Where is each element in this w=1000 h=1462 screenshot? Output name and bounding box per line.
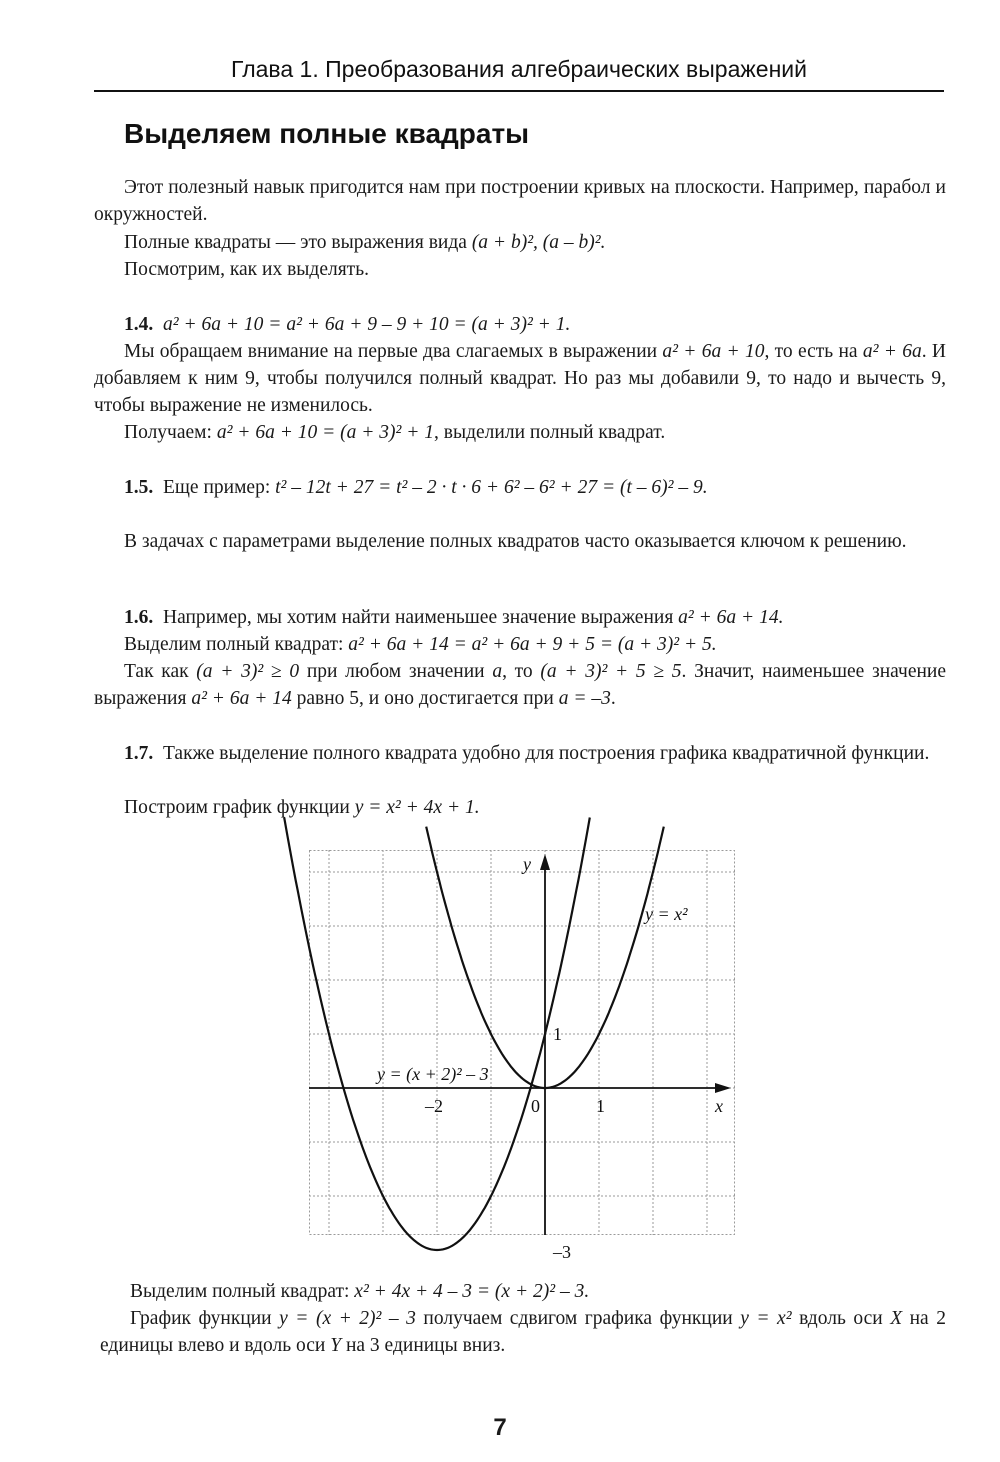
step-text: Выделим полный квадрат:	[124, 634, 349, 655]
text-fragment: Выделим полный квадрат:	[130, 1281, 355, 1302]
math-fragment: y = x²	[740, 1308, 792, 1329]
example-1-6-conclusion	[94, 658, 946, 712]
math-fragment: (a + 3)² + 5 ≥ 5	[540, 661, 682, 682]
build-expression: y = x² + 4x + 1.	[354, 797, 480, 818]
math-fragment: x² + 4x + 4 – 3 = (x + 2)² – 3.	[354, 1281, 590, 1302]
text-fragment: при любом значении	[299, 661, 493, 682]
expression: a² + 6a + 14 = a² + 6a + 9 + 5 = (a + 3)² + 5.	[348, 634, 717, 655]
curve-label-y-equals-x-squared: y = x²	[645, 904, 688, 924]
section-title: Выделяем полные квадраты	[124, 118, 530, 149]
x-tick-label-1: 1	[596, 1096, 605, 1116]
text-fragment: .	[610, 688, 616, 709]
example-1-6-complete-square	[94, 631, 946, 658]
example-number: 1.7.	[124, 743, 154, 764]
parameters-note: В задачах с параметрами выделение полных квадратов часто оказывается ключом к решению.	[124, 531, 907, 552]
text-fragment: График функции	[130, 1308, 280, 1329]
conclusion-line-2	[100, 1305, 946, 1359]
example-label: Еще пример:	[163, 477, 276, 498]
expression: a² + 6a	[862, 341, 922, 362]
math-fragment: y = (x + 2)² – 3	[279, 1308, 416, 1329]
expression: a² + 6a + 10	[662, 341, 765, 362]
result-tail: , выделили полный квадрат.	[434, 422, 666, 443]
statement-text: Также выделение полного квадрата удобно для построения графика квадратичной функции.	[163, 743, 930, 764]
math-fragment: a = –3	[558, 688, 611, 709]
example-1-4-formula	[94, 311, 946, 338]
x-tick-label-minus-2: –2	[425, 1096, 443, 1116]
example-number: 1.4.	[124, 314, 154, 335]
math-fragment: (a + 3)² ≥ 0	[196, 661, 300, 682]
example-1-7-build	[94, 794, 946, 821]
chart-labels	[375, 854, 723, 1262]
explanation-text: Мы обращаем внимание на первые два слагаемых в выражении	[124, 341, 663, 362]
chapter-header: Глава 1. Преобразования алгебраических выражений	[94, 52, 944, 92]
text-fragment: на 2 единицы влево и вдоль оси	[100, 1308, 946, 1356]
conclusion-line-1	[100, 1278, 946, 1305]
statement-text: Например, мы хотим найти наименьшее значение выражения	[163, 607, 679, 628]
text-fragment: , то	[502, 661, 541, 682]
origin-label: 0	[531, 1096, 540, 1116]
text-fragment: на 3 единицы вниз.	[341, 1335, 506, 1356]
math-fragment: Y	[330, 1335, 342, 1356]
explanation-text: . И добавляем к ним 9, чтобы получился полный квадрат. Но раз мы добавили 9, то надо и вычесть 9, чтобы выражение не изменилось.	[94, 341, 946, 416]
math-fragment: X	[890, 1308, 903, 1329]
page-number: 7	[493, 1414, 507, 1441]
intro-definition	[94, 229, 946, 256]
curve-label-shifted-parabola: y = (x + 2)² – 3	[377, 1064, 489, 1084]
result-formula: a² + 6a + 10 = (a + 3)² + 1	[216, 422, 435, 443]
parabola-graph	[309, 850, 735, 1262]
build-text: Построим график функции	[124, 797, 355, 818]
example-number: 1.5.	[124, 477, 154, 498]
formula: a² + 6a + 10 = a² + 6a + 9 – 9 + 10 = (a + 3)² + 1.	[163, 314, 571, 335]
text-fragment: равно 5, и оно достигается при	[291, 688, 559, 709]
math-fragment: a² + 6a + 14	[191, 688, 292, 709]
x-axis-label: x	[715, 1096, 723, 1116]
explanation-text: , то есть на	[764, 341, 863, 362]
definition-text: Полные квадраты — это выражения вида	[124, 232, 472, 253]
example-number: 1.6.	[124, 607, 154, 628]
y-axis-arrow	[540, 854, 550, 870]
text-fragment: Так как	[124, 661, 197, 682]
definition-formula: (a + b)², (a – b)².	[471, 232, 606, 253]
result-label: Получаем:	[124, 422, 217, 443]
intro-lead: Посмотрим, как их выделять.	[124, 259, 369, 280]
y-tick-label-minus-3: –3	[553, 1242, 571, 1262]
example-1-4-explanation	[94, 338, 946, 419]
example-1-6-statement	[94, 604, 946, 631]
text-fragment: вдоль оси	[791, 1308, 891, 1329]
x-axis-arrow	[715, 1083, 731, 1093]
y-axis-label: y	[523, 854, 531, 874]
text-fragment: . Значит, наименьшее значение выражения	[94, 661, 946, 709]
formula: t² – 12t + 27 = t² – 2 · t · 6 + 6² – 6² + 27 = (t – 6)² – 9.	[275, 477, 708, 498]
math-fragment: a	[492, 661, 503, 682]
expression: a² + 6a + 14.	[678, 607, 784, 628]
example-1-7-statement	[94, 740, 946, 767]
intro-paragraph: Этот полезный навык пригодится нам при построении кривых на плоскости. Например, парабол и окружностей.	[94, 177, 946, 225]
example-1-4-result	[94, 419, 946, 446]
example-1-5	[94, 474, 946, 501]
y-tick-label-1: 1	[553, 1024, 562, 1044]
text-fragment: получаем сдвигом графика функции	[415, 1308, 741, 1329]
